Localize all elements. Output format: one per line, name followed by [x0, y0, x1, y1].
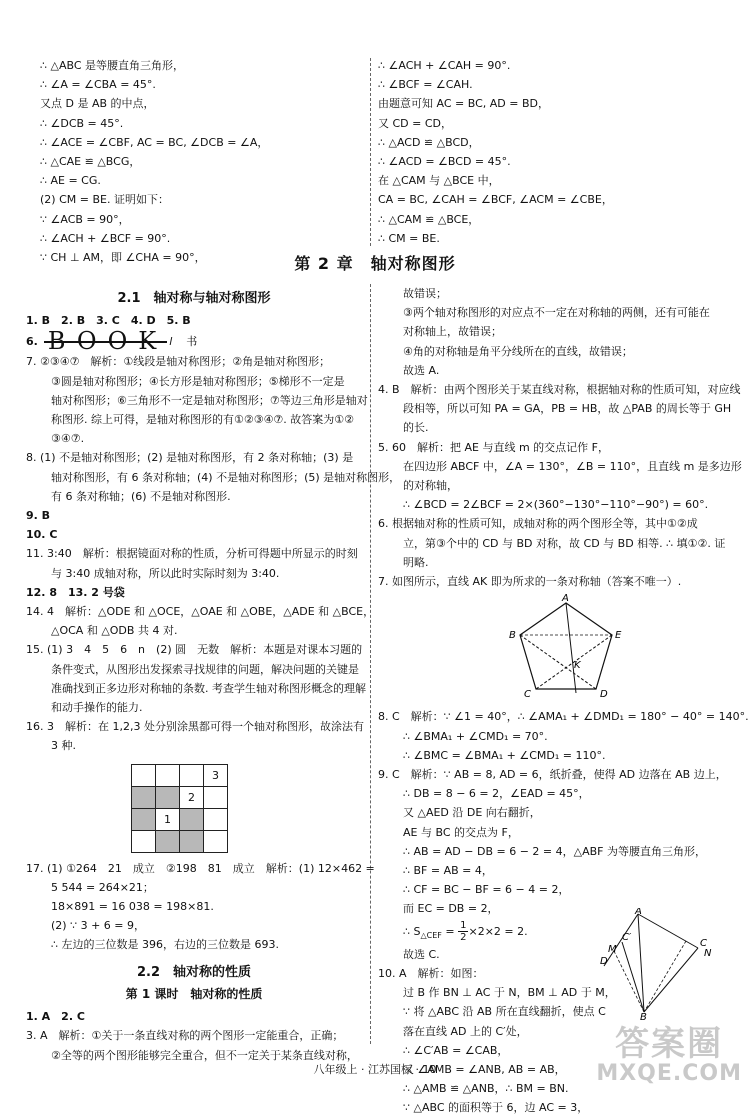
- text-line: ∴ △CAM ≌ △BCE，: [378, 212, 480, 226]
- text-line: ∴ CM = BE.: [378, 231, 440, 245]
- q6-number: 6.: [26, 334, 38, 348]
- text-line: 7. ②③④⑦ 解析：①线段是轴对称图形；②角是轴对称图形；: [26, 355, 331, 369]
- line-bm: [614, 951, 644, 1012]
- text-line: 落在直线 AD 上的 C′处，: [403, 1024, 528, 1038]
- pent-label-d: D: [600, 689, 608, 700]
- text-line: ∴ △AMB ≌ △ANB，∴ BM = BN.: [403, 1082, 569, 1096]
- text-line: 故选 C.: [403, 947, 440, 961]
- area-prefix: ∴ S: [403, 924, 421, 938]
- text-line: ④角的对称轴是角平分线所在的直线，故错误；: [403, 344, 633, 358]
- text-line: 15. (1) 3 4 5 6 n (2) 圆 无数 解析：本题是对课本习题的: [26, 643, 363, 657]
- text-line: 7. 如图所示，直线 AK 即为所求的一条对称轴（答案不唯一）.: [378, 575, 682, 589]
- text-line: ∴ ∠BMC = ∠BMA₁ + ∠CMD₁ = 110°.: [403, 748, 606, 762]
- text-line: 明略.: [403, 555, 429, 569]
- text-line: ∴ ∠ACE = ∠CBF, AC = BC, ∠DCB = ∠A，: [40, 135, 269, 149]
- left-main-column: [26, 285, 401, 1065]
- section-title-2-2: 2.2 轴对称的性质: [136, 964, 252, 980]
- text-line: 5 544 = 264×21；: [51, 880, 154, 894]
- text-line: (2) ∵ 3 + 6 = 9，: [51, 919, 145, 933]
- frac-den: 2: [460, 932, 467, 944]
- text-line: ∵ △ABC 的面积等于 6，边 AC = 3，: [403, 1101, 589, 1115]
- text-line: CA = BC, ∠CAH = ∠BCF, ∠ACM = ∠CBE，: [378, 193, 613, 207]
- text-line: 6. 根据轴对称的性质可知，成轴对称的两个图形全等，其中①②成: [378, 517, 698, 531]
- text-line: 的对称轴，: [403, 479, 458, 493]
- chapter-title: 第 2 章 轴对称图形: [294, 254, 456, 273]
- grid-cell-2: 2: [180, 786, 204, 808]
- text-line: ③④⑦.: [51, 432, 85, 446]
- text-line: 5. 60 解析：把 AE 与直线 m 的交点记作 F，: [378, 440, 609, 454]
- answer-q1-2: 1. A 2. C: [26, 1010, 85, 1024]
- text-line: ∴ △ABC 是等腰直角三角形，: [40, 59, 185, 72]
- watermark: [596, 1026, 742, 1086]
- answer-q1-5: 1. B 2. B 3. C 4. D 5. B: [26, 314, 191, 328]
- text-line: 8. C 解析：∵ ∠1 = 40°，∴ ∠AMA₁ + ∠DMD₁ = 180° − 40° = 140°.: [378, 710, 749, 724]
- text-line: ∴ CF = BC − BF = 6 − 4 = 2，: [403, 883, 570, 897]
- text-line: 而 EC = DB = 2，: [403, 902, 499, 916]
- text-line: ∴ ∠ACH + ∠CAH = 90°.: [378, 59, 511, 72]
- text-line: 故错误；: [403, 287, 447, 300]
- text-line: ∴ ∠A = ∠CBA = 45°.: [40, 78, 156, 92]
- text-line: ∴ ∠ACH + ∠BCF = 90°.: [40, 231, 171, 245]
- line-cb: [644, 948, 698, 1012]
- q16-grid-figure: [131, 764, 362, 853]
- area-fraction: [458, 920, 468, 943]
- text-line: 立，第③个中的 CD 与 BD 对称，故 CD 与 BD 相等. ∴ 填①②. 证: [403, 536, 726, 550]
- text-line: 轴对称图形，有 6 条对称轴；(4) 不是轴对称图形；(5) 是轴对称图形，: [51, 470, 401, 484]
- text-line: 8. (1) 不是轴对称图形；(2) 是轴对称图形，有 2 条对称轴；(3) 是: [26, 451, 354, 465]
- pent-label-c: C: [524, 689, 531, 700]
- answer-q6: [26, 326, 362, 355]
- text-line: 条件变式，从图形出发探索寻找规律的问题，解决问题的关键是: [51, 662, 359, 676]
- fig10-label-a: A: [635, 908, 642, 917]
- text-line: ∴ △ACD ≌ △BCD，: [378, 135, 480, 149]
- area-tail: ×2×2 = 2.: [468, 924, 528, 938]
- page-footer: 八年级上 · 江苏国标 · 10: [313, 1063, 437, 1076]
- text-line: (2) CM = BE. 证明如下：: [40, 193, 169, 207]
- watermark-title: 答案圈: [615, 1024, 724, 1064]
- text-line: 又 CD = CD，: [378, 116, 453, 130]
- pent-label-b: B: [509, 630, 516, 642]
- text-line: ∴ ∠C′AB = ∠CAB，: [403, 1043, 509, 1057]
- text-line: 故选 A.: [403, 363, 440, 377]
- diagonal-bc: [520, 635, 596, 689]
- frac-num: 1: [460, 920, 467, 932]
- text-line: 16. 3 解析：在 1,2,3 处分别涂黑都可得一个轴对称图形，故涂法有: [26, 720, 364, 734]
- text-line: 又 △AED 沿 DE 向右翻折，: [403, 806, 541, 820]
- area-subscript: △CEF: [420, 930, 442, 940]
- text-line: ∴ BF = AB = 4，: [403, 864, 493, 878]
- answer-q12-13: 12. 8 13. 2 号袋: [26, 585, 125, 599]
- text-line: 准确找到正多边形对称轴的条数. 考查学生轴对称图形概念的理解: [51, 681, 366, 695]
- watermark-url: MXQE.COM: [596, 1061, 742, 1086]
- text-line: ∴ ∠DCB = 45°.: [40, 116, 124, 130]
- text-line: 10. A 解析：如图：: [378, 966, 484, 980]
- pentagon-figure: [508, 593, 722, 705]
- section-title-2-1: 2.1 轴对称与轴对称图形: [117, 291, 271, 306]
- fig10-label-m: M: [608, 944, 617, 955]
- q6-axis-label: l: [169, 334, 173, 348]
- fig10-label-c: C: [700, 938, 707, 949]
- fig10-label-b: B: [640, 1012, 647, 1020]
- answer-q9: 9. B: [26, 509, 51, 523]
- text-line: △OCA 和 △ODB 共 4 对.: [51, 624, 178, 638]
- pent-label-e: E: [615, 630, 622, 642]
- text-line: 对称轴上，故错误；: [403, 325, 502, 339]
- column-divider-main: [370, 284, 371, 1044]
- text-line: 与 3:40 成轴对称，所以此时实际时刻为 3:40.: [51, 566, 280, 580]
- text-line: ∴ ∠BCF = ∠CAH.: [378, 78, 473, 92]
- text-line: 的长.: [403, 421, 429, 435]
- lesson-title: 第 1 课时 轴对称的性质: [125, 986, 263, 1001]
- area-eq: =: [445, 924, 455, 938]
- q10-svg: [600, 908, 718, 1020]
- pent-label-k: K: [574, 660, 581, 672]
- answer-q10: 10. C: [26, 528, 58, 542]
- text-line: ∵ 将 △ABC 沿 AB 所在直线翻折，使点 C: [403, 1005, 606, 1019]
- text-line: 18×891 = 16 038 = 198×81.: [51, 900, 214, 914]
- text-line: 又 ∠AMB = ∠ANB, AB = AB，: [403, 1062, 566, 1076]
- left-top-solution: [26, 56, 362, 267]
- fig10-label-d: D: [600, 956, 608, 967]
- text-line: ∴ AE = CG.: [40, 174, 101, 188]
- text-line: AE 与 BC 的交点为 F，: [403, 825, 519, 839]
- text-line: 4. B 解析：由两个图形关于某直线对称，根据轴对称的性质可知，对应线: [378, 383, 741, 397]
- line-ad: [604, 914, 638, 966]
- text-line: 14. 4 解析：△ODE 和 △OCE，△OAE 和 △OBE，△ADE 和 △BCE，: [26, 605, 375, 619]
- text-line: ③圆是轴对称图形；④长方形是轴对称图形；⑤梯形不一定是: [51, 374, 345, 388]
- text-line: 3 种.: [51, 739, 76, 753]
- text-line: 过 B 作 BN ⊥ AC 于 N，BM ⊥ AD 于 M，: [403, 986, 616, 1000]
- text-line: 轴对称图形；⑥三角形不一定是轴对称图形；⑦等边三角形是轴对: [51, 393, 368, 407]
- text-line: ∴ AB = AD − DB = 6 − 2 = 4，△ABF 为等腰直角三角形，: [403, 844, 706, 858]
- axis-line-ak: [566, 603, 576, 693]
- pent-label-a: A: [562, 593, 569, 605]
- text-line: 在 △CAM 与 △BCE 中，: [378, 174, 500, 188]
- text-line: ∴ ∠BMA₁ + ∠CMD₁ = 70°.: [403, 729, 548, 743]
- text-line: 17. (1) ①264 21 成立 ②198 81 成立 解析：(1) 12×462 =: [26, 861, 375, 875]
- text-line: ③两个轴对称图形的对应点不一定在对称轴的两侧，还有可能在: [403, 306, 710, 320]
- q10-figure: [600, 908, 718, 1026]
- text-line: 和动手操作的能力.: [51, 701, 143, 715]
- text-line: ∴ ∠ACD = ∠BCD = 45°.: [378, 155, 511, 169]
- text-line: 9. C 解析：∵ AB = 8, AD = 6，纸折叠，使得 AD 边落在 AB 边上，: [378, 768, 727, 782]
- column-divider-top: [370, 58, 371, 246]
- q6-book-char: 书: [186, 334, 198, 348]
- text-line: ∴ 左边的三位数是 396，右边的三位数是 693.: [51, 938, 279, 952]
- grid-cell-3: 3: [204, 764, 228, 786]
- line-bn: [644, 941, 686, 1012]
- fig10-label-c-prime: C′: [622, 932, 632, 943]
- text-line: 由题意可知 AC = BC, AD = BD，: [378, 97, 549, 111]
- text-line: 3. A 解析：①关于一条直线对称的两个图形一定能重合，正确；: [26, 1029, 344, 1043]
- text-line: 有 6 条对称轴；(6) 不是轴对称图形.: [51, 489, 231, 503]
- pentagon-svg: [508, 593, 628, 699]
- text-line: ∴ △CAE ≌ △BCG，: [40, 155, 141, 169]
- text-line: 11. 3:40 解析：根据镜面对称的性质，分析可得题中所显示的时刻: [26, 547, 358, 561]
- text-line: ②全等的两个图形能够完全重合，但不一定关于某条直线对称，: [51, 1048, 358, 1062]
- book-word-figure: BOOK: [47, 326, 168, 355]
- text-line: 在四边形 ABCF 中，∠A = 130°，∠B = 110°，且直线 m 是多边形: [403, 459, 742, 473]
- text-line: ∴ ∠BCD = 2∠BCF = 2×(360°−130°−110°−90°) = 60°.: [403, 498, 709, 512]
- right-top-solution: [378, 56, 722, 248]
- text-line: 称图形. 综上可得，是轴对称图形的有①②③④⑦. 故答案为①②: [51, 413, 355, 427]
- text-line: ∴ DB = 8 − 6 = 2，∠EAD = 45°，: [403, 787, 590, 801]
- pentagon-outline: [520, 603, 612, 689]
- fig10-label-n: N: [704, 948, 712, 959]
- text-line: ∵ ∠ACB = 90°，: [40, 212, 130, 226]
- line-ac: [638, 914, 698, 948]
- text-line: 段相等，所以可知 PA = GA，PB = HB，故 △PAB 的周长等于 GH: [403, 402, 732, 416]
- text-line: 又点 D 是 AB 的中点，: [40, 97, 155, 111]
- grid-cell-1: 1: [156, 808, 180, 830]
- text-line: ∵ CH ⊥ AM，即 ∠CHA = 90°，: [40, 251, 206, 265]
